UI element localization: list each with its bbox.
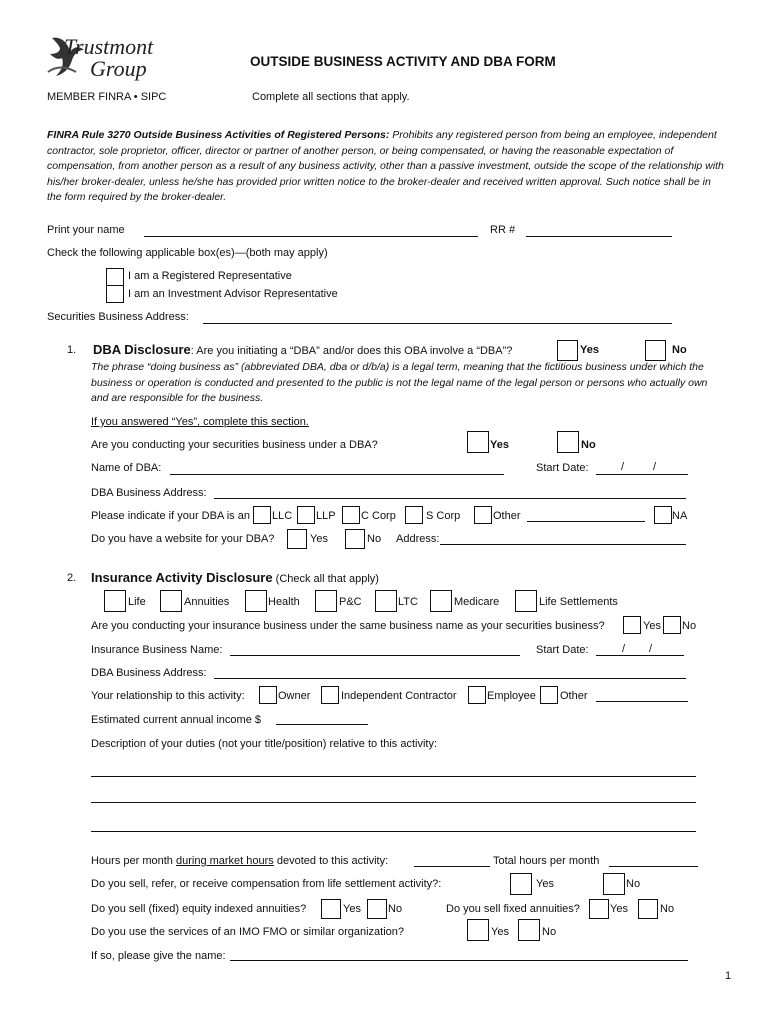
health-checkbox[interactable] (245, 590, 267, 612)
life-settlement-yes-label: Yes (536, 878, 554, 890)
imo-yes-checkbox[interactable] (467, 919, 489, 941)
hours-label-c: devoted to this activity: (273, 855, 389, 867)
duties-label: Description of your duties (not your title/position) relative to this activity: (91, 738, 438, 750)
imo-yes-label: Yes (491, 926, 509, 938)
eia-yes-checkbox[interactable] (321, 899, 341, 919)
date-slash: / (649, 643, 653, 655)
securities-dba-no-label: No (581, 439, 596, 451)
independent-contractor-label: Independent Contractor (341, 690, 457, 702)
form-title: OUTSIDE BUSINESS ACTIVITY AND DBA FORM (250, 54, 556, 69)
imo-no-label: No (542, 926, 557, 938)
dba-entity-question: Please indicate if your DBA is an (91, 510, 250, 522)
life-settlement-no-checkbox[interactable] (603, 873, 625, 895)
print-name-field[interactable] (144, 236, 478, 237)
ccorp-checkbox[interactable] (342, 506, 360, 524)
entity-other-checkbox[interactable] (474, 506, 492, 524)
hours-label-a: Hours per month (91, 855, 176, 867)
securities-dba-yes-checkbox[interactable] (467, 431, 489, 453)
fixed-no-label: No (660, 903, 675, 915)
entity-na-checkbox[interactable] (654, 506, 672, 524)
relationship-other-field[interactable] (596, 701, 688, 702)
dba-address-label: DBA Business Address: (91, 487, 207, 499)
fixed-no-checkbox[interactable] (638, 899, 658, 919)
same-name-yes-label: Yes (643, 620, 661, 632)
imo-question: Do you use the services of an IMO FMO or similar organization? (91, 926, 405, 938)
securities-address-label: Securities Business Address: (47, 311, 189, 323)
page-number: 1 (725, 970, 732, 982)
same-name-no-label: No (682, 620, 697, 632)
life-settlements-checkbox[interactable] (515, 590, 537, 612)
duties-line-3[interactable] (91, 831, 696, 832)
website-no-checkbox[interactable] (345, 529, 365, 549)
fixed-yes-label: Yes (610, 903, 628, 915)
insurance-start-date-field[interactable] (596, 655, 684, 656)
income-label: Estimated current annual income $ (91, 714, 261, 726)
dba-address-field[interactable] (214, 498, 686, 499)
registered-rep-checkbox[interactable] (106, 268, 124, 286)
llp-label: LLP (316, 510, 336, 522)
annuities-label: Annuities (184, 596, 230, 608)
same-name-yes-checkbox[interactable] (623, 616, 641, 634)
rule-text: Prohibits any registered person from being an employee, independent contractor, sole proprietor, officer, director or partner of another person, or being compensated, or having the reasonable expectation of compensation, from another person as a result of any business activity, other than a passive investment, outside the scope of the relationship with his/her broker-dealer, unless he/she has provided prior written notice to the broker-dealer and received written approval. Such notice shall be in the form required by the broker-dealer. (47, 129, 724, 204)
income-field[interactable] (276, 724, 368, 725)
life-settlement-question: Do you sell, refer, or receive compensation from life settlement activity?: (91, 878, 442, 890)
rule-lead: FINRA Rule 3270 Outside Business Activities of Registered Persons: (47, 129, 390, 141)
dba-start-date-label: Start Date: (536, 462, 589, 474)
dba-no-checkbox[interactable] (645, 340, 666, 361)
relationship-other-checkbox[interactable] (540, 686, 558, 704)
finra-rule-paragraph (47, 128, 727, 206)
section-1-number: 1. (67, 344, 77, 356)
entity-na-label: NA (672, 510, 688, 522)
website-no-label: No (367, 533, 382, 545)
scorp-checkbox[interactable] (405, 506, 423, 524)
date-slash: / (621, 461, 625, 473)
dba-question: : Are you initiating a “DBA” and/or does this OBA involve a “DBA”? (190, 345, 513, 357)
total-hours-field[interactable] (609, 866, 698, 867)
llp-checkbox[interactable] (297, 506, 315, 524)
annuities-checkbox[interactable] (160, 590, 182, 612)
securities-dba-no-checkbox[interactable] (557, 431, 579, 453)
website-question: Do you have a website for your DBA? (91, 533, 275, 545)
website-address-field[interactable] (440, 544, 686, 545)
logo-text-group: Group (90, 56, 147, 81)
total-hours-label: Total hours per month (493, 855, 600, 867)
company-logo (46, 32, 176, 84)
employee-label: Employee (487, 690, 536, 702)
insurance-disclosure-heading: Insurance Activity Disclosure (91, 570, 273, 585)
independent-contractor-checkbox[interactable] (321, 686, 339, 704)
life-settlements-label: Life Settlements (539, 596, 618, 608)
pc-checkbox[interactable] (315, 590, 337, 612)
eia-no-checkbox[interactable] (367, 899, 387, 919)
instruction-text: Complete all sections that apply. (252, 91, 410, 103)
scorp-label: S Corp (426, 510, 461, 522)
website-yes-label: Yes (310, 533, 328, 545)
name-of-dba-field[interactable] (170, 474, 504, 475)
website-yes-checkbox[interactable] (287, 529, 307, 549)
dba-phrase-definition: The phrase “doing business as” (abbreviated DBA, dba or d/b/a) is a legal term, meaning that the fictitious business under which the business or operation is conducted and presented to the public is not the legal name of the legal person or persons who actually own and are responsible for the business. (91, 361, 708, 405)
employee-checkbox[interactable] (468, 686, 486, 704)
eia-yes-label: Yes (343, 903, 361, 915)
print-name-label: Print your name (47, 224, 125, 236)
dba-yes-checkbox[interactable] (557, 340, 578, 361)
imo-no-checkbox[interactable] (518, 919, 540, 941)
check-following-text: Check the following applicable box(es)—(both may apply) (47, 247, 328, 259)
health-label: Health (268, 596, 300, 608)
eia-question: Do you sell (fixed) equity indexed annuities? (91, 903, 307, 915)
imo-name-field[interactable] (230, 960, 688, 961)
ltc-checkbox[interactable] (375, 590, 397, 612)
insurance-start-date-label: Start Date: (536, 644, 589, 656)
section-2-number: 2. (67, 572, 77, 584)
market-hours-field[interactable] (414, 866, 490, 867)
owner-checkbox[interactable] (259, 686, 277, 704)
name-of-dba-label: Name of DBA: (91, 462, 162, 474)
dba-no-label: No (672, 344, 687, 356)
fixed-annuities-question: Do you sell fixed annuities? (446, 903, 580, 915)
date-slash: / (622, 643, 626, 655)
life-settlement-yes-checkbox[interactable] (510, 873, 532, 895)
relationship-label: Your relationship to this activity: (91, 690, 245, 702)
logo-text-trustmont: Trustmont (64, 34, 154, 59)
hours-label-b: during market hours (175, 855, 274, 867)
insurance-dba-address-field[interactable] (214, 678, 686, 679)
owner-label: Owner (278, 690, 311, 702)
insurance-name-field[interactable] (230, 655, 520, 656)
life-checkbox[interactable] (104, 590, 126, 612)
same-name-no-checkbox[interactable] (663, 616, 681, 634)
registered-rep-label: I am a Registered Representative (128, 270, 292, 282)
dba-yes-label: Yes (580, 344, 599, 356)
life-label: Life (128, 596, 146, 608)
ccorp-label: C Corp (361, 510, 396, 522)
hours-market-row (91, 855, 388, 867)
llc-label: LLC (272, 510, 293, 522)
investment-advisor-checkbox[interactable] (106, 285, 124, 303)
entity-other-field[interactable] (527, 521, 645, 522)
section-1-heading-row (93, 342, 512, 357)
member-finra: MEMBER FINRA • SIPC (47, 91, 167, 103)
dba-start-date-field[interactable] (596, 474, 688, 475)
eia-no-label: No (388, 903, 403, 915)
relationship-other-label: Other (560, 690, 588, 702)
securities-dba-yes-label: Yes (490, 439, 509, 451)
imo-name-label: If so, please give the name: (91, 950, 226, 962)
medicare-label: Medicare (454, 596, 500, 608)
duties-line-1[interactable] (91, 776, 696, 777)
investment-advisor-label: I am an Investment Advisor Representative (128, 288, 338, 300)
ltc-label: LTC (398, 596, 418, 608)
check-all-note: (Check all that apply) (272, 573, 379, 585)
insurance-dba-address-label: DBA Business Address: (91, 667, 207, 679)
duties-line-2[interactable] (91, 802, 696, 803)
securities-dba-question: Are you conducting your securities business under a DBA? (91, 439, 378, 451)
dba-disclosure-heading: DBA Disclosure (93, 342, 191, 357)
insurance-name-label: Insurance Business Name: (91, 644, 223, 656)
llc-checkbox[interactable] (253, 506, 271, 524)
same-name-question: Are you conducting your insurance business under the same business name as your securities business? (91, 620, 605, 632)
if-yes-instruction: If you answered “Yes”, complete this section. (91, 416, 309, 428)
entity-other-label: Other (493, 510, 521, 522)
fixed-yes-checkbox[interactable] (589, 899, 609, 919)
medicare-checkbox[interactable] (430, 590, 452, 612)
securities-address-field[interactable] (203, 323, 672, 324)
rr-field[interactable] (526, 236, 672, 237)
life-settlement-no-label: No (626, 878, 641, 890)
rr-label: RR # (490, 224, 516, 236)
website-address-label: Address: (396, 533, 440, 545)
date-slash: / (653, 461, 657, 473)
pc-label: P&C (339, 596, 362, 608)
section-2-heading-row (91, 570, 379, 585)
